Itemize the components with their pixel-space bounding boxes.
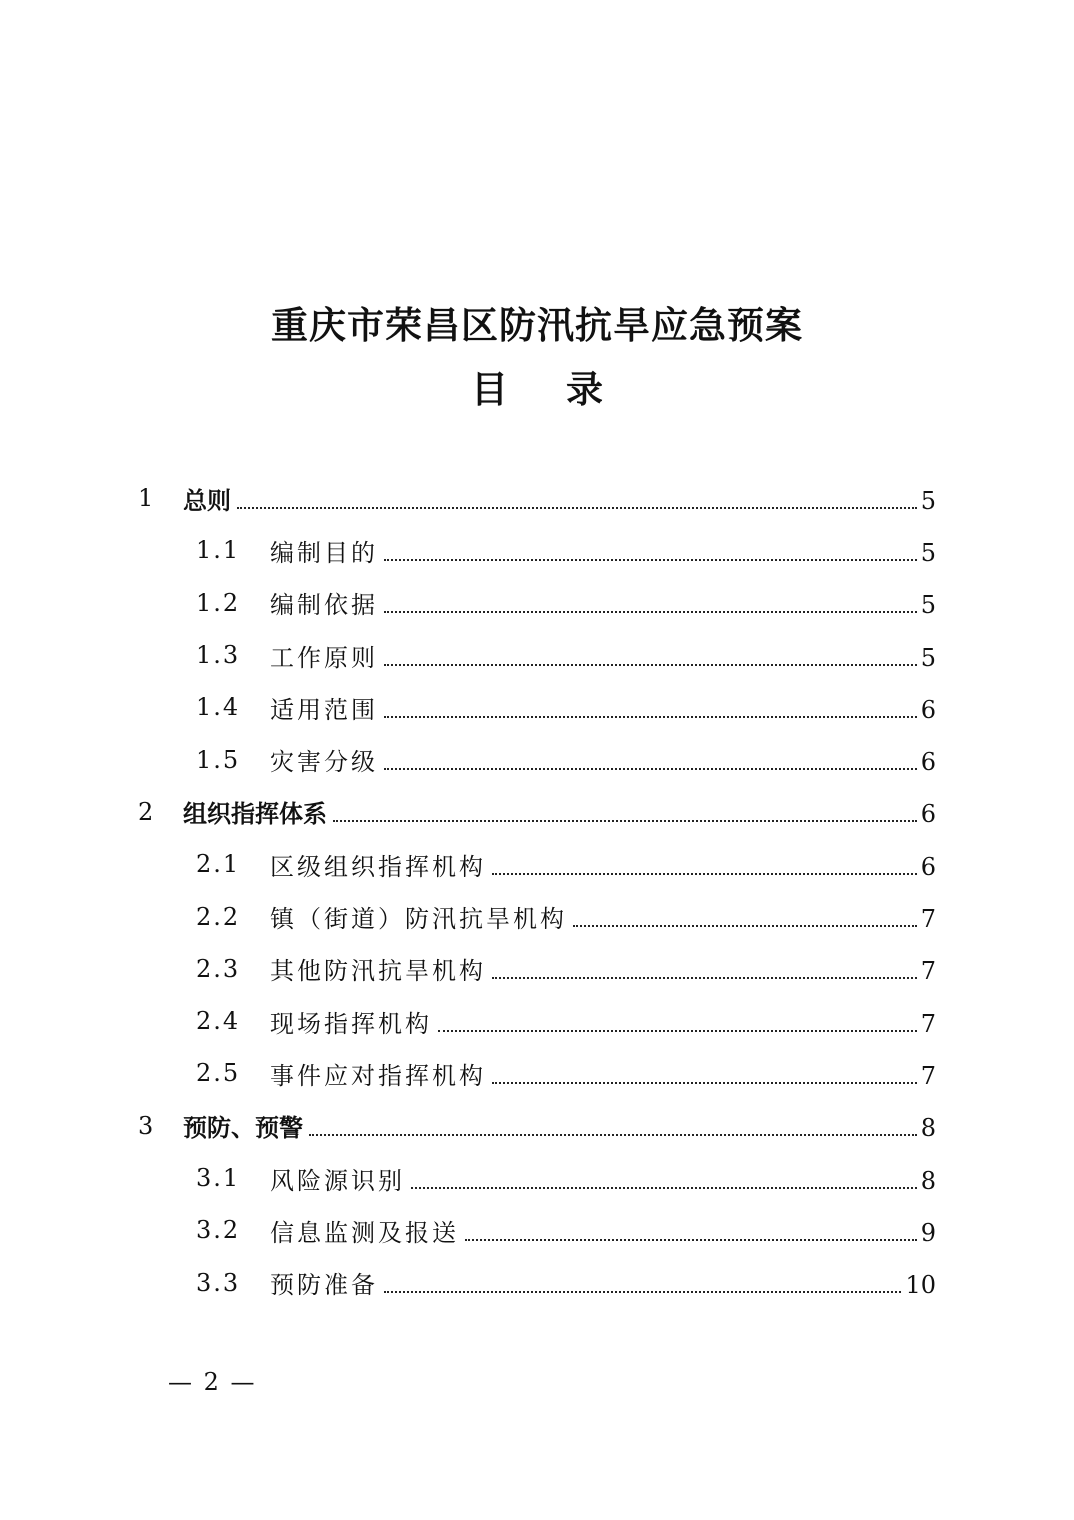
toc-entry-number: 1.1 xyxy=(196,536,241,565)
toc-entry-number: 2.3 xyxy=(196,954,241,983)
toc-entry-title: 预防准备 xyxy=(270,1271,378,1300)
toc-entry-number: 3.3 xyxy=(196,1268,241,1297)
page-number: — 2 — xyxy=(168,1368,257,1396)
dot-leader xyxy=(384,558,917,561)
toc-section-entry[interactable] xyxy=(0,995,1074,1047)
toc-entry-page: 6 xyxy=(920,695,936,724)
toc-entry-line xyxy=(270,1004,936,1039)
toc-section-entry[interactable] xyxy=(0,890,1074,942)
toc-section-entry[interactable] xyxy=(0,1256,1074,1308)
toc-entry-page: 5 xyxy=(920,643,936,672)
toc-entry-line xyxy=(270,1213,936,1248)
dot-leader xyxy=(384,715,917,718)
toc-entry-number: 3.2 xyxy=(196,1216,241,1245)
dot-leader xyxy=(237,506,917,509)
toc-entry-line xyxy=(183,1108,936,1143)
toc-entry-page: 5 xyxy=(920,486,936,515)
toc-entry-title: 区级组织指挥机构 xyxy=(270,852,486,881)
dot-leader xyxy=(384,1290,901,1293)
toc-entry-title: 组织指挥体系 xyxy=(183,800,327,829)
dot-leader xyxy=(411,1186,917,1189)
toc-entry-page: 7 xyxy=(920,1009,936,1038)
toc-entry-title: 风险源识别 xyxy=(270,1166,405,1195)
document-title: 重庆市荣昌区防汛抗旱应急预案 xyxy=(271,304,803,347)
toc-section-entry[interactable] xyxy=(0,1047,1074,1099)
toc-entry-line xyxy=(270,899,936,934)
dot-leader xyxy=(384,767,917,770)
dot-leader xyxy=(573,924,917,927)
toc-entry-line xyxy=(270,1265,936,1300)
dot-leader xyxy=(492,976,917,979)
toc-entry-page: 8 xyxy=(920,1114,936,1143)
toc-entry-number: 1.3 xyxy=(196,641,241,670)
table-of-contents xyxy=(0,472,1074,1309)
toc-entry-number: 2.2 xyxy=(196,902,241,931)
toc-section-entry[interactable] xyxy=(0,629,1074,681)
toc-entry-page: 7 xyxy=(920,957,936,986)
toc-entry-line xyxy=(270,1056,936,1091)
toc-entry-number: 1.5 xyxy=(196,745,241,774)
toc-entry-number: 1 xyxy=(138,484,154,513)
toc-entry-line xyxy=(270,1161,936,1196)
toc-entry-title: 镇（街道）防汛抗旱机构 xyxy=(270,905,567,934)
toc-entry-title: 工作原则 xyxy=(270,643,378,672)
toc-entry-line xyxy=(270,585,936,620)
toc-section-entry[interactable] xyxy=(0,524,1074,576)
toc-entry-title: 编制目的 xyxy=(270,538,378,567)
toc-entry-title: 其他防汛抗旱机构 xyxy=(270,957,486,986)
toc-entry-title: 编制依据 xyxy=(270,591,378,620)
toc-entry-line xyxy=(270,847,936,882)
toc-entry-title: 现场指挥机构 xyxy=(270,1009,432,1038)
toc-section-entry[interactable] xyxy=(0,838,1074,890)
toc-entry-page: 6 xyxy=(920,748,936,777)
toc-section-entry[interactable] xyxy=(0,577,1074,629)
toc-entry-title: 事件应对指挥机构 xyxy=(270,1061,486,1090)
toc-chapter-entry[interactable] xyxy=(0,786,1074,838)
toc-entry-number: 2.5 xyxy=(196,1059,241,1088)
toc-entry-page: 7 xyxy=(920,1061,936,1090)
toc-entry-title: 适用范围 xyxy=(270,695,378,724)
toc-section-entry[interactable] xyxy=(0,681,1074,733)
toc-entry-line xyxy=(270,638,936,673)
toc-entry-number: 2.1 xyxy=(196,850,241,879)
toc-entry-number: 2 xyxy=(138,797,154,826)
toc-entry-line xyxy=(270,742,936,777)
toc-entry-line xyxy=(270,533,936,568)
toc-entry-line xyxy=(270,690,936,725)
toc-entry-page: 7 xyxy=(920,905,936,934)
toc-entry-line xyxy=(270,951,936,986)
toc-entry-page: 6 xyxy=(920,800,936,829)
toc-entry-title: 预防、预警 xyxy=(183,1114,303,1143)
toc-section-entry[interactable] xyxy=(0,733,1074,785)
toc-heading xyxy=(0,362,1074,418)
toc-entry-page: 10 xyxy=(905,1271,936,1300)
toc-entry-title: 灾害分级 xyxy=(270,748,378,777)
toc-entry-number: 3 xyxy=(138,1111,154,1140)
dot-leader xyxy=(438,1029,917,1032)
toc-entry-number: 1.2 xyxy=(196,588,241,617)
toc-entry-number: 1.4 xyxy=(196,693,241,722)
toc-entry-number: 3.1 xyxy=(196,1164,241,1192)
dot-leader xyxy=(384,610,917,613)
toc-section-entry[interactable] xyxy=(0,1152,1074,1204)
toc-entry-page: 5 xyxy=(920,538,936,567)
toc-entry-line xyxy=(183,481,936,516)
toc-heading-left: 目 xyxy=(471,368,508,411)
toc-entry-title: 总则 xyxy=(183,486,231,515)
dot-leader xyxy=(465,1238,917,1241)
toc-chapter-entry[interactable] xyxy=(0,1100,1074,1152)
toc-entry-page: 5 xyxy=(920,591,936,620)
toc-heading-right: 录 xyxy=(566,368,603,411)
toc-entry-title: 信息监测及报送 xyxy=(270,1218,459,1247)
dot-leader xyxy=(333,819,917,822)
toc-entry-page: 6 xyxy=(920,852,936,881)
toc-section-entry[interactable] xyxy=(0,943,1074,995)
toc-entry-page: 9 xyxy=(920,1218,936,1247)
toc-entry-line xyxy=(183,794,936,829)
dot-leader xyxy=(384,663,917,666)
dot-leader xyxy=(492,1081,917,1084)
dot-leader xyxy=(309,1133,917,1136)
dot-leader xyxy=(492,872,917,875)
toc-entry-page: 8 xyxy=(920,1166,936,1195)
toc-chapter-entry[interactable] xyxy=(0,472,1074,524)
toc-section-entry[interactable] xyxy=(0,1204,1074,1256)
toc-entry-number: 2.4 xyxy=(196,1007,241,1036)
